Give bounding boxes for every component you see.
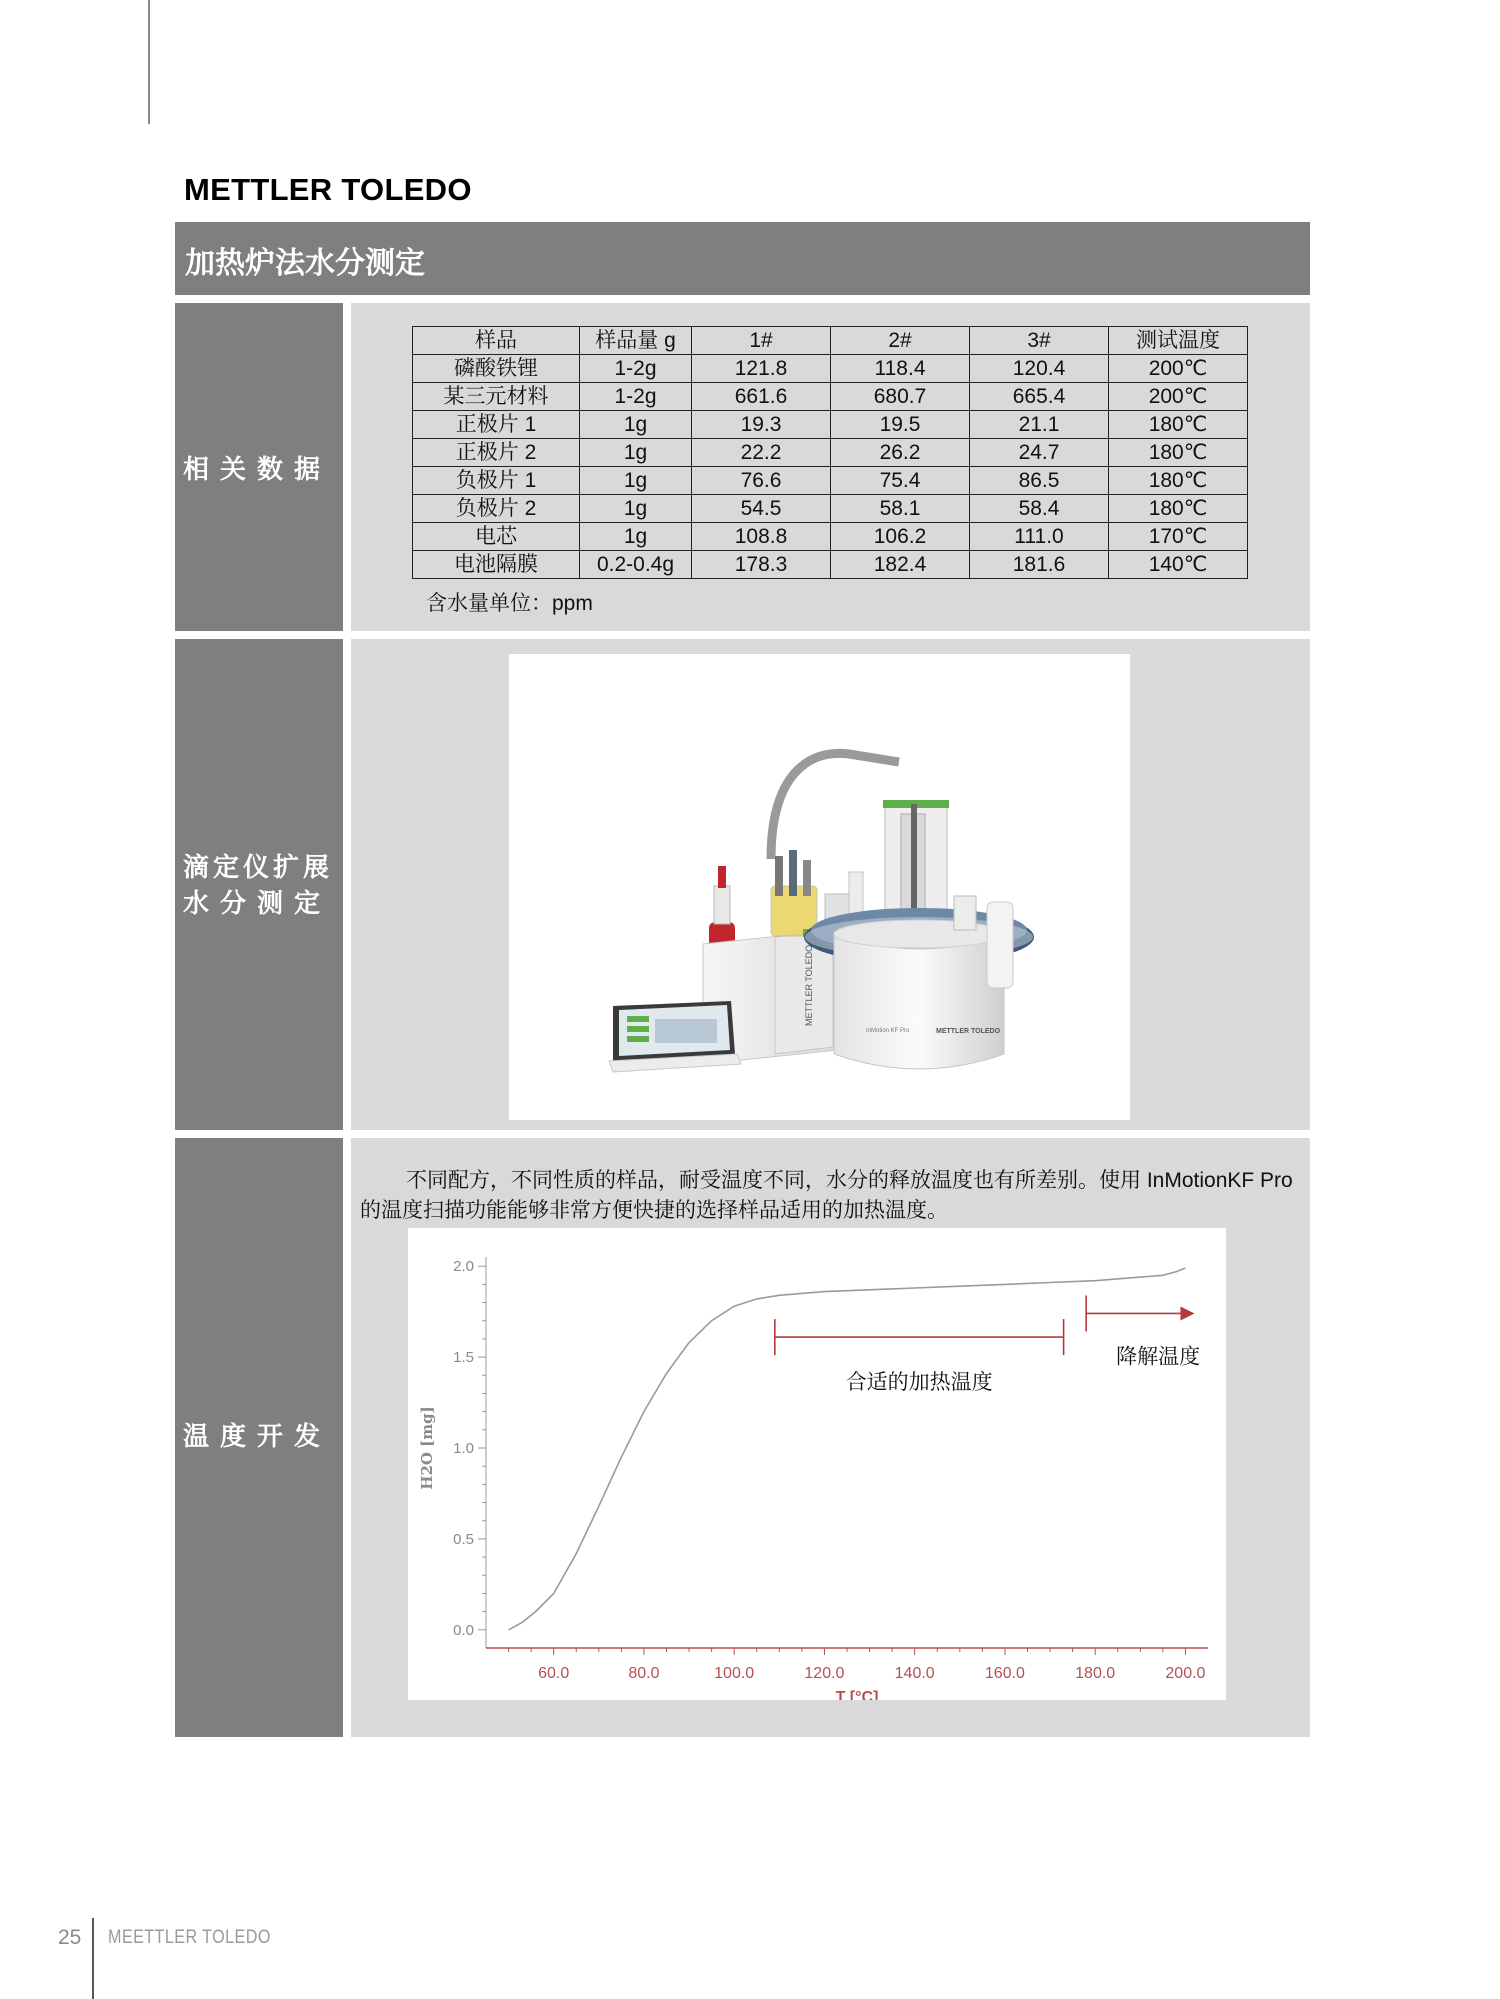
degradation-arrow-head [1180,1306,1194,1320]
x-tick-label: 200.0 [1165,1665,1206,1682]
footer-divider [92,1918,94,1999]
x-tick-label: 100.0 [714,1665,755,1682]
table-cell: 58.1 [831,495,970,523]
x-tick-label: 140.0 [894,1665,935,1682]
table-cell: 180℃ [1109,495,1248,523]
table-row [413,439,1248,467]
table-cell: 样品量 g [580,327,692,355]
section-banner [175,222,1310,295]
table-cell: 106.2 [831,523,970,551]
table-cell: 正极片 2 [413,439,580,467]
table-cell: 电池隔膜 [413,551,580,579]
temperature-paragraph [360,1166,1305,1226]
temp-label: 温度开发 [183,1421,332,1451]
table-cell: 111.0 [970,523,1109,551]
brand-title: METTLER TOLEDO [184,172,472,207]
sampler-model-text: InMotion KF Pro [866,1028,910,1034]
table-cell: 75.4 [831,467,970,495]
table-cell: 负极片 1 [413,467,580,495]
table-cell: 19.5 [831,411,970,439]
table-cell: 21.1 [970,411,1109,439]
table-cell: 2# [831,327,970,355]
table-cell: 76.6 [692,467,831,495]
table-cell: 24.7 [970,439,1109,467]
table-cell: 1g [580,467,692,495]
titrator-label-line1: 滴定仪扩展 [183,852,334,882]
table-cell: 665.4 [970,383,1109,411]
data-label-cell [175,303,343,631]
titrator-illustration [509,654,1130,1120]
data-label: 相关数据 [183,454,332,484]
table-cell: 181.6 [970,551,1109,579]
table-row [413,383,1248,411]
table-cell: 测试温度 [1109,327,1248,355]
temperature-scan-chart [408,1228,1226,1700]
x-tick-label: 160.0 [984,1665,1025,1682]
table-cell: 661.6 [692,383,831,411]
chart-svg [408,1228,1226,1700]
table-cell: 1g [580,439,692,467]
table-cell: 某三元材料 [413,383,580,411]
unit-note: 含水量单位：ppm [426,592,593,615]
x-tick-label: 60.0 [538,1665,570,1682]
table-cell: 170℃ [1109,523,1248,551]
y-tick-label: 0.5 [453,1530,474,1548]
moisture-data-table [412,326,1248,579]
table-row [413,495,1248,523]
table-cell: 电芯 [413,523,580,551]
y-tick-label: 1.0 [453,1440,474,1457]
table-row [413,411,1248,439]
table-cell: 26.2 [831,439,970,467]
table-cell: 54.5 [692,495,831,523]
y-tick-label: 1.5 [453,1349,474,1367]
x-axis-label: T [°C] [835,1689,879,1700]
instrument-photo [509,654,1130,1120]
temperature-paragraph-text: 不同配方，不同性质的样品，耐受温度不同，水分的释放温度也有所差别。使用 InMotionKF Pro 的温度扫描功能能够非常方便快捷的选择样品适用的加热温度。 [360,1169,1293,1222]
table-cell: 1g [580,411,692,439]
table-cell: 140℃ [1109,551,1248,579]
titrator-label-cell [175,639,343,1130]
table-cell: 178.3 [692,551,831,579]
y-axis-label: H2O [mg] [418,1406,436,1490]
table-row [413,551,1248,579]
temp-label-cell [175,1138,343,1737]
table-row [413,523,1248,551]
table-cell: 182.4 [831,551,970,579]
table-cell: 1-2g [580,383,692,411]
footer-brand: MEETTLER TOLEDO [108,1927,271,1948]
table-cell: 120.4 [970,355,1109,383]
table-row [413,355,1248,383]
table-cell: 86.5 [970,467,1109,495]
y-tick-label: 2.0 [453,1258,474,1276]
table-cell: 磷酸铁锂 [413,355,580,383]
series-line [509,1268,1186,1630]
table-cell: 1g [580,523,692,551]
table-cell: 118.4 [831,355,970,383]
table-cell: 121.8 [692,355,831,383]
table-cell: 19.3 [692,411,831,439]
table-cell: 正极片 1 [413,411,580,439]
table-cell: 样品 [413,327,580,355]
table-cell: 0.2-0.4g [580,551,692,579]
table-cell: 200℃ [1109,383,1248,411]
x-tick-label: 120.0 [804,1665,845,1682]
section-title: 加热炉法水分测定 [185,247,425,280]
table-header-row [413,327,1248,355]
titrator-label-line2: 水分测定 [183,888,332,918]
table-cell: 180℃ [1109,411,1248,439]
y-tick-label: 0.0 [453,1621,474,1639]
table-row [413,467,1248,495]
table-cell: 108.8 [692,523,831,551]
page-number: 25 [58,1926,82,1949]
table-cell: 58.4 [970,495,1109,523]
table-cell: 1-2g [580,355,692,383]
table-cell: 200℃ [1109,355,1248,383]
table-cell: 180℃ [1109,467,1248,495]
x-tick-label: 180.0 [1075,1665,1116,1682]
titrator-logo-text: METTLER TOLEDO [804,944,814,1026]
top-divider [148,0,150,124]
suitable-range-label: 合适的加热温度 [845,1370,993,1395]
table-cell: 负极片 2 [413,495,580,523]
table-cell: 3# [970,327,1109,355]
degradation-label: 降解温度 [1116,1344,1201,1369]
table-cell: 680.7 [831,383,970,411]
sampler-brand-text: METTLER TOLEDO [936,1028,1001,1035]
table-cell: 1# [692,327,831,355]
x-tick-label: 80.0 [628,1665,660,1682]
table-cell: 22.2 [692,439,831,467]
table-cell: 180℃ [1109,439,1248,467]
table-cell: 1g [580,495,692,523]
